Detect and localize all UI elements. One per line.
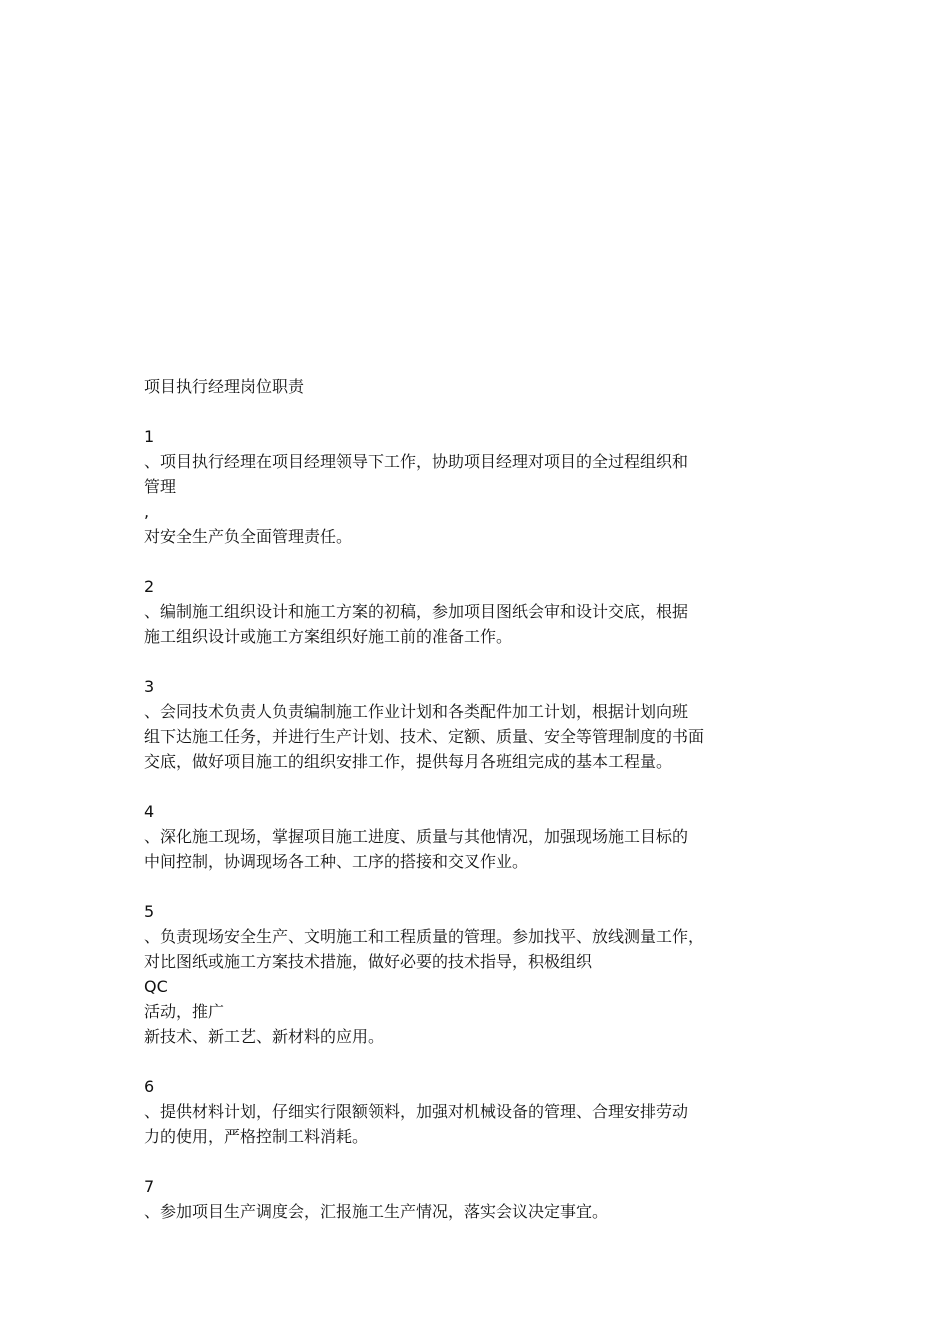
item-text-line: 中间控制，协调现场各工种、工序的搭接和交叉作业。 (144, 852, 529, 871)
item-text-line: 活动，推广 (144, 1002, 225, 1021)
spacer (144, 874, 764, 899)
item-text-line: 交底，做好项目施工的组织安排工作，提供每月各班组完成的基本工程量。 (144, 752, 673, 771)
spacer (144, 1149, 764, 1174)
item-text-line: 新技术、新工艺、新材料的应用。 (144, 1027, 385, 1046)
duty-item-2 (144, 574, 764, 649)
item-text-line: 力的使用，严格控制工料消耗。 (144, 1127, 369, 1146)
duty-item-6 (144, 1074, 764, 1149)
item-text-line: QC (144, 977, 168, 996)
item-number: 3 (144, 677, 155, 696)
item-text-line: 、深化施工现场，掌握项目施工进度、质量与其他情况，加强现场施工目标的 (144, 827, 689, 846)
item-text-line: 对比图纸或施工方案技术措施，做好必要的技术指导，积极组织 (144, 952, 593, 971)
item-number: 6 (144, 1077, 155, 1096)
document-body (144, 374, 764, 1224)
item-number: 2 (144, 577, 155, 596)
spacer (144, 549, 764, 574)
item-text-line: 、编制施工组织设计和施工方案的初稿，参加项目图纸会审和设计交底，根据 (144, 602, 689, 621)
item-text-line: 、提供材料计划，仔细实行限额领料，加强对机械设备的管理、合理安排劳动 (144, 1102, 689, 1121)
item-number: 4 (144, 802, 155, 821)
spacer (144, 399, 764, 424)
item-text-line: 施工组织设计或施工方案组织好施工前的准备工作。 (144, 627, 513, 646)
spacer (144, 1049, 764, 1074)
item-text-line: 、项目执行经理在项目经理领导下工作，协助项目经理对项目的全过程组织和 (144, 452, 689, 471)
item-number: 5 (144, 902, 155, 921)
item-text-line: 、会同技术负责人负责编制施工作业计划和各类配件加工计划，根据计划向班 (144, 702, 689, 721)
item-number: 7 (144, 1177, 155, 1196)
item-text-line: 对安全生产负全面管理责任。 (144, 527, 353, 546)
duty-item-3 (144, 674, 764, 774)
item-text-line: 组下达施工任务，并进行生产计划、技术、定额、质量、安全等管理制度的书面 (144, 727, 705, 746)
item-number: 1 (144, 427, 155, 446)
item-text-line: 、参加项目生产调度会，汇报施工生产情况，落实会议决定事宜。 (144, 1202, 609, 1221)
item-text-line: , (144, 502, 150, 521)
duty-item-7 (144, 1174, 764, 1224)
item-text-line: 、负责现场安全生产、文明施工和工程质量的管理。参加找平、放线测量工作， (144, 927, 705, 946)
duty-item-5 (144, 899, 764, 1049)
spacer (144, 649, 764, 674)
document-title: 项目执行经理岗位职责 (144, 377, 305, 396)
duty-item-4 (144, 799, 764, 874)
duty-item-1 (144, 424, 764, 549)
item-text-line: 管理 (144, 477, 177, 496)
spacer (144, 774, 764, 799)
